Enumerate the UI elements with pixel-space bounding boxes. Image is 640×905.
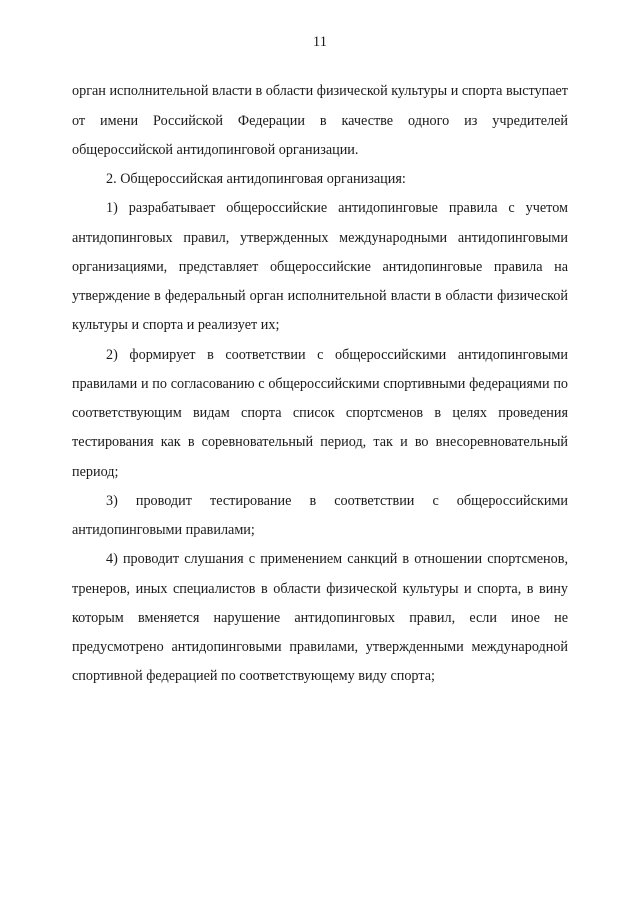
paragraph: 3) проводит тестирование в соответствии с общероссийскими антидопинговыми правилами; bbox=[72, 492, 568, 539]
document-body bbox=[72, 77, 568, 691]
paragraph: 2) формирует в соответствии с общероссийскими антидопинговыми правилами и по согласованию с общероссийскими спортивными федерациями по соответствующим видам спорта список спортсменов в целях проведения тестирования как в соревновательный период, так и во внесоревновательный период; bbox=[72, 346, 568, 480]
paragraph: орган исполнительной власти в области физической культуры и спорта выступает от имени Российской Федерации в качестве одного из учредителей общероссийской антидопинговой организации. bbox=[72, 83, 568, 158]
page-number: 11 bbox=[312, 34, 328, 50]
paragraph: 1) разрабатывает общероссийские антидопинговые правила с учетом антидопинговых правил, утвержденных международными антидопинговыми организациями, представляет общероссийские антидопинговые правила на утверждение в федеральный орган исполнительной власти в области физической культуры и спорта и реализует их; bbox=[72, 200, 568, 334]
paragraph: 2. Общероссийская антидопинговая организация: bbox=[106, 171, 406, 188]
paragraph: 4) проводит слушания с применением санкций в отношении спортсменов, тренеров, иных специалистов в области физической культуры и спорта, в вину которым вменяется нарушение антидопинговых правил, если иное не предусмотрено антидопинговыми правилами, утвержденными международной спортивной федерацией по соответствующему виду спорта; bbox=[72, 551, 568, 685]
